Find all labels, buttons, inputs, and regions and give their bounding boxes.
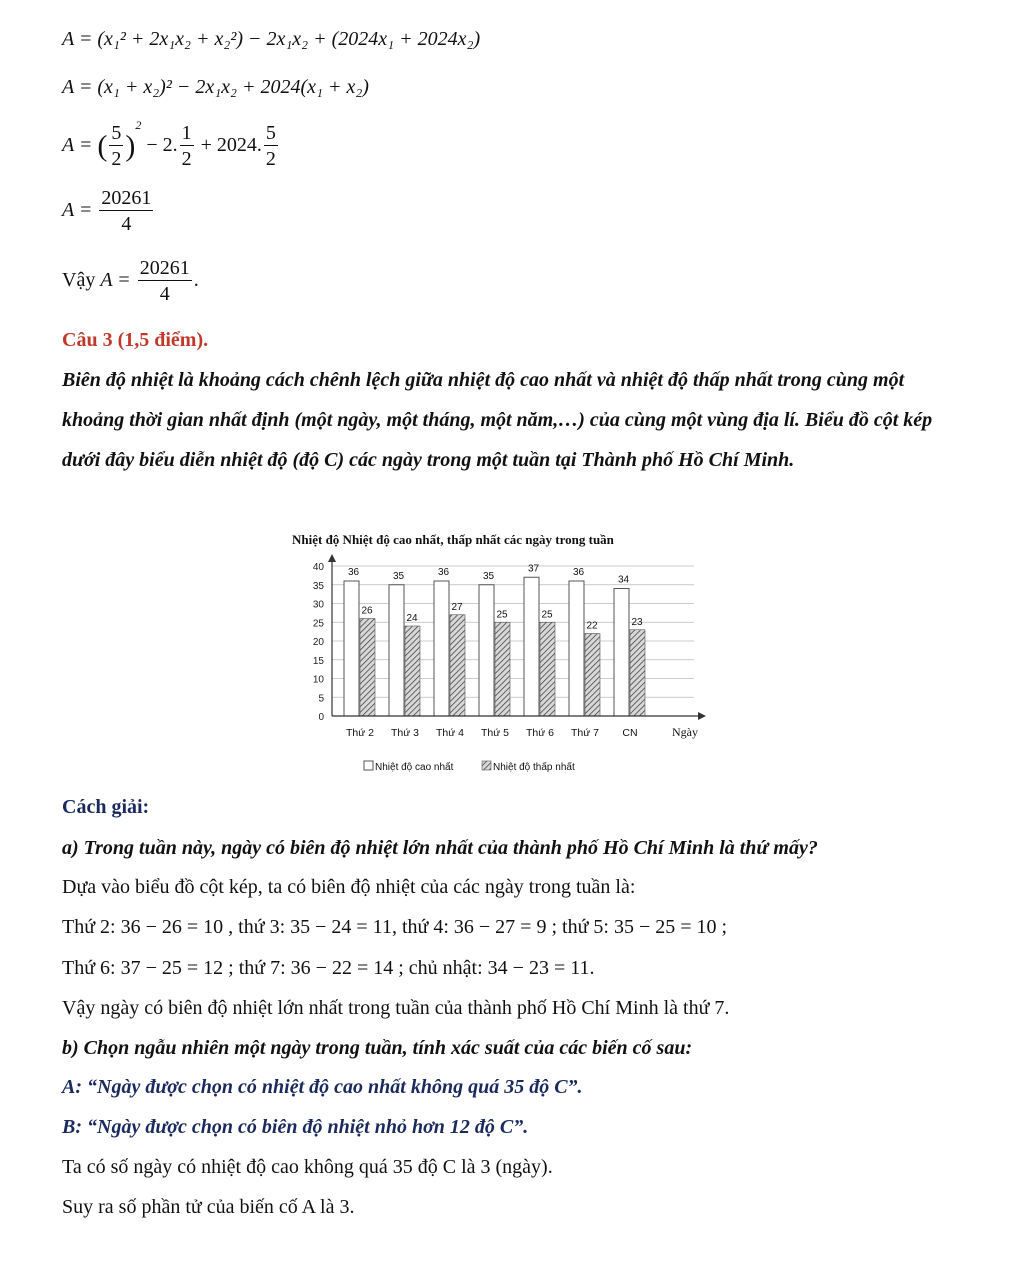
- question-b: b) Chọn ngẫu nhiên một ngày trong tuần, tính xác suất của các biến cố sau:: [62, 1037, 693, 1059]
- data-label-low: 25: [541, 609, 553, 621]
- math-line-3-mid: − 2.: [146, 134, 178, 156]
- event-b: B: “Ngày được chọn có biên độ nhiệt nhỏ hơn 12 độ C”.: [62, 1116, 529, 1138]
- bar-high: [344, 581, 359, 716]
- bar-high: [434, 581, 449, 716]
- legend-label-high: Nhiệt độ cao nhất: [375, 762, 454, 773]
- solution-heading: Cách giải:: [62, 796, 150, 818]
- bar-high: [524, 577, 539, 716]
- bar-low: [585, 634, 600, 717]
- y-tick-label: 25: [312, 618, 324, 630]
- x-tick-label: Thứ 5: [480, 727, 510, 739]
- data-label-high: 37: [527, 563, 540, 575]
- bar-high: [389, 585, 404, 716]
- event-a: A: “Ngày được chọn có nhiệt độ cao nhất không quá 35 độ C”.: [62, 1076, 583, 1098]
- y-tick-label: 40: [312, 562, 324, 573]
- y-tick-label: 20: [312, 637, 324, 648]
- math-line-4: A = $\frac{20261}{4}$: [62, 187, 152, 235]
- x-axis-arrow: [698, 712, 706, 720]
- fraction-1-2: $\frac{1}{2}$: [181, 121, 192, 170]
- math-line-2: A = (x₁ + x₂)² − 2x₁x₂ + 2024(x₁ + x₂): [62, 76, 369, 98]
- data-label-low: 22: [586, 620, 598, 632]
- conclusion-line: Vậy A = $\frac{20261}{4}$ .: [62, 257, 199, 305]
- x-tick-label: Thứ 7: [570, 727, 600, 739]
- fraction-result: $\frac{20261}{4}$: [101, 187, 152, 235]
- temperature-chart: [282, 524, 722, 784]
- question-a: a) Trong tuần này, ngày có biên độ nhiệt lớn nhất của thành phố Hồ Chí Minh là thứ mấy?: [62, 837, 818, 859]
- data-label-high: 35: [392, 570, 405, 582]
- math-line-3-prefix: A =: [62, 134, 93, 156]
- fraction-5-2b: $\frac{5}{2}$: [265, 121, 276, 170]
- data-label-high: 36: [572, 567, 585, 578]
- bar-high: [614, 589, 629, 717]
- y-tick-label: 5: [318, 693, 324, 705]
- math-line-1: A = (x₁² + 2x₁x₂ + x₂²) − 2x₁x₂ + (2024x₁ + 2024x₂): [62, 28, 481, 50]
- math-line-3-plus: + 2024.: [200, 134, 262, 156]
- data-label-low: 27: [451, 601, 463, 613]
- y-axis-arrow: [328, 554, 336, 562]
- x-tick-label: Thứ 2: [345, 727, 375, 739]
- x-tick-label: Thứ 6: [525, 727, 555, 739]
- answer-a-line-4: Vậy ngày có biên độ nhiệt lớn nhất trong tuần của thành phố Hồ Chí Minh là thứ 7.: [62, 997, 730, 1019]
- data-label-high: 36: [437, 567, 450, 578]
- y-tick-label: 15: [312, 655, 324, 667]
- question-heading: Câu 3 (1,5 điểm).: [62, 329, 209, 351]
- answer-a-line-2: Thứ 2: 36 − 26 = 10 , thứ 3: 35 − 24 = 11, thứ 4: 36 − 27 = 9 ; thứ 5: 35 − 25 = 10 ;: [62, 916, 728, 938]
- question-text: Biên độ nhiệt là khoảng cách chênh lệch giữa nhiệt độ cao nhất và nhiệt độ thấp nhất trong cùng một khoảng thời gian nhất định (một ngày, một tháng, một năm,…) của cùng một vùng địa lí. Biểu đồ cột kép dưới đây biểu diễn nhiệt độ (độ C) các ngày trong một tuần tại Thành phố Hồ Chí Minh.: [62, 369, 933, 471]
- answer-a-line-3: Thứ 6: 37 − 25 = 12 ; thứ 7: 36 − 22 = 14 ; chủ nhật: 34 − 23 = 11.: [62, 957, 595, 979]
- data-label-high: 36: [347, 567, 360, 578]
- chart-svg: [282, 524, 722, 784]
- answer-a-line-1: Dựa vào biểu đồ cột kép, ta có biên độ nhiệt của các ngày trong tuần là:: [62, 876, 636, 898]
- bar-low: [540, 622, 555, 716]
- y-tick-label: 30: [312, 599, 324, 611]
- bar-low: [450, 615, 465, 716]
- legend-swatch-low: [482, 761, 491, 770]
- fraction-conclusion: $\frac{20261}{4}$: [139, 257, 190, 305]
- data-label-high: 35: [482, 570, 495, 582]
- data-label-low: 25: [496, 609, 508, 621]
- fraction-5-2: $\frac{5}{2}$: [111, 121, 122, 170]
- data-label-low: 23: [631, 616, 643, 628]
- x-tick-label: CN: [622, 727, 638, 739]
- legend-label-low: Nhiệt độ thấp nhất: [493, 762, 575, 773]
- bar-high: [479, 585, 494, 716]
- y-tick-label: 10: [312, 674, 324, 686]
- answer-b-line-2: Suy ra số phần tử của biến cố A là 3.: [62, 1196, 355, 1218]
- chart-title: Nhiệt độ Nhiệt độ cao nhất, thấp nhất các ngày trong tuần: [292, 532, 614, 547]
- bar-high: [569, 581, 584, 716]
- answer-b-line-1: Ta có số ngày có nhiệt độ cao không quá 35 độ C là 3 (ngày).: [62, 1156, 553, 1178]
- data-label-low: 24: [406, 613, 418, 624]
- y-tick-label: 35: [312, 580, 324, 592]
- bar-low: [495, 622, 510, 716]
- y-tick-label: 0: [318, 712, 324, 723]
- bar-low: [360, 619, 375, 717]
- math-line-3: A = ( $\frac{5}{2}$ )$^2$ − 2. $\frac{1}{2}$ + 2024. $\frac{5}{2}$: [62, 118, 276, 170]
- bar-low: [630, 630, 645, 716]
- x-axis-label: Ngày: [672, 725, 698, 739]
- data-label-high: 34: [617, 574, 630, 586]
- bar-low: [405, 626, 420, 716]
- x-tick-label: Thứ 3: [390, 727, 420, 739]
- x-tick-label: Thứ 4: [435, 727, 465, 739]
- legend-swatch-high: [364, 761, 373, 770]
- data-label-low: 26: [361, 605, 373, 617]
